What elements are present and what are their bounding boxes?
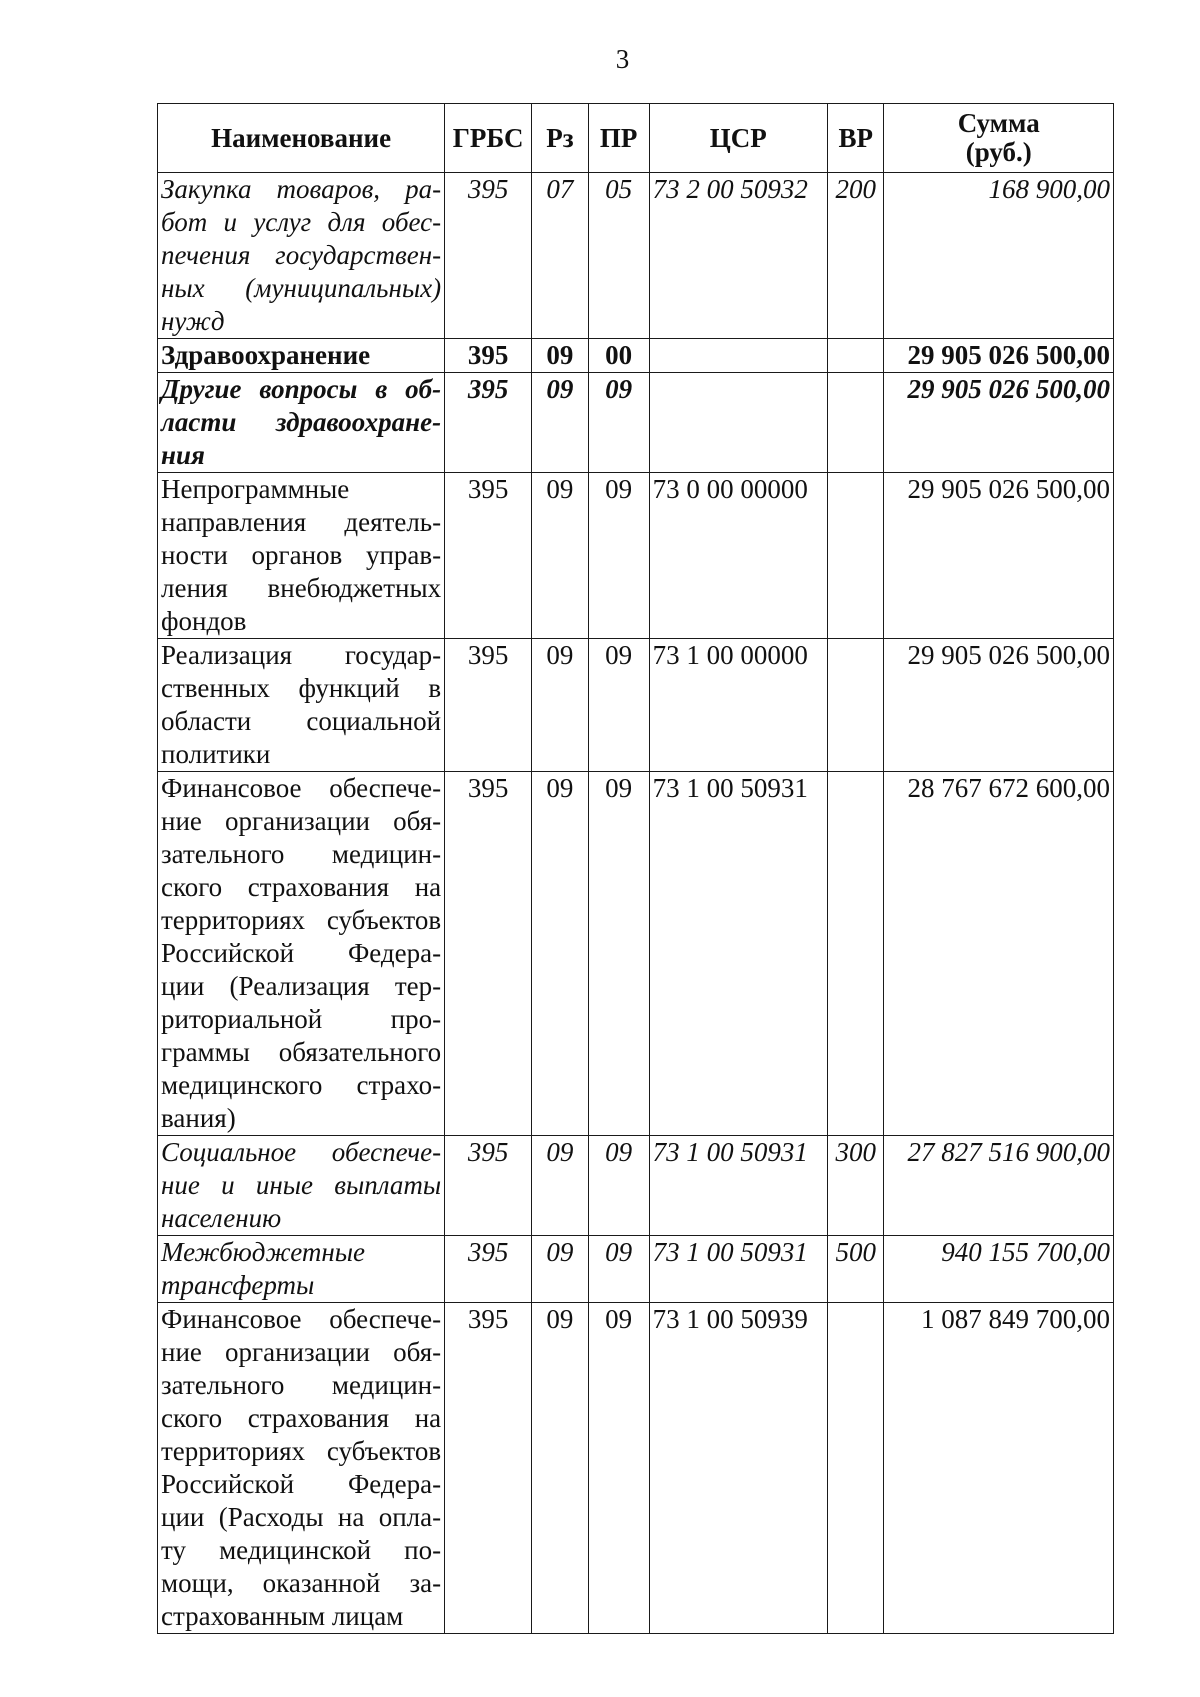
row-pr: 09 xyxy=(588,473,649,639)
row-name xyxy=(158,1303,445,1634)
row-vr xyxy=(827,339,884,373)
row-name-line: Здравоохранение xyxy=(161,340,371,370)
row-name-line: зательного медицин- xyxy=(161,839,442,869)
row-name-line: ных (муниципальных) xyxy=(161,273,442,303)
row-name-line: территориях субъектов xyxy=(161,905,442,935)
row-name-line: ния xyxy=(161,440,205,470)
row-name-line: Закупка товаров, ра- xyxy=(161,174,442,204)
row-name xyxy=(158,339,445,373)
row-name-line: фондов xyxy=(161,606,247,636)
row-grbs: 395 xyxy=(445,373,532,473)
row-name-line: мощи, оказанной за- xyxy=(161,1568,442,1598)
row-pr: 09 xyxy=(588,373,649,473)
row-csr: 73 1 00 50931 xyxy=(649,1236,827,1303)
row-name xyxy=(158,639,445,772)
row-name-line: ции (Реализация тер- xyxy=(161,971,442,1001)
row-grbs: 395 xyxy=(445,1303,532,1634)
row-name xyxy=(158,1236,445,1303)
row-name-line: Реализация государ- xyxy=(161,640,442,670)
header-sum-line2: (руб.) xyxy=(965,137,1032,167)
row-name-line: ского страхования на xyxy=(161,1403,442,1433)
header-vr: ВР xyxy=(827,104,884,173)
row-name-line: политики xyxy=(161,739,271,769)
row-vr: 200 xyxy=(827,173,884,339)
row-rz: 09 xyxy=(532,639,589,772)
header-grbs: ГРБС xyxy=(445,104,532,173)
row-sum: 27 827 516 900,00 xyxy=(884,1136,1114,1236)
row-grbs: 395 xyxy=(445,339,532,373)
table-row xyxy=(158,373,1114,473)
header-pr: ПР xyxy=(588,104,649,173)
row-pr: 00 xyxy=(588,339,649,373)
row-name-line: Межбюджетные xyxy=(161,1237,366,1267)
row-sum: 168 900,00 xyxy=(884,173,1114,339)
row-pr: 09 xyxy=(588,1236,649,1303)
row-name-line: нужд xyxy=(161,306,225,336)
row-grbs: 395 xyxy=(445,473,532,639)
row-pr: 09 xyxy=(588,1136,649,1236)
row-name-line: медицинского страхо- xyxy=(161,1070,442,1100)
row-sum: 29 905 026 500,00 xyxy=(884,373,1114,473)
header-sum xyxy=(884,104,1114,173)
row-name-line: ности органов управ- xyxy=(161,540,442,570)
table-body xyxy=(158,173,1114,1634)
row-name xyxy=(158,373,445,473)
table-row xyxy=(158,173,1114,339)
header-csr: ЦСР xyxy=(649,104,827,173)
row-name-line: Финансовое обеспече- xyxy=(161,1304,442,1334)
row-sum: 28 767 672 600,00 xyxy=(884,772,1114,1136)
row-name-line: ственных функций в xyxy=(161,673,442,703)
row-name-line: печения государствен- xyxy=(161,240,442,270)
table-row xyxy=(158,639,1114,772)
header-name: Наименование xyxy=(158,104,445,173)
row-name xyxy=(158,173,445,339)
row-rz: 09 xyxy=(532,473,589,639)
row-csr: 73 0 00 00000 xyxy=(649,473,827,639)
row-pr: 09 xyxy=(588,1303,649,1634)
row-name-line: зательного медицин- xyxy=(161,1370,442,1400)
row-name-line: ского страхования на xyxy=(161,872,442,902)
table-row xyxy=(158,1303,1114,1634)
row-csr xyxy=(649,373,827,473)
row-vr xyxy=(827,1303,884,1634)
header-row xyxy=(158,104,1114,173)
row-name-line: направления деятель- xyxy=(161,507,442,537)
row-vr xyxy=(827,772,884,1136)
row-sum: 940 155 700,00 xyxy=(884,1236,1114,1303)
row-name-line: ласти здравоохране- xyxy=(161,407,442,437)
row-grbs: 395 xyxy=(445,1136,532,1236)
row-name-line: трансферты xyxy=(161,1270,315,1300)
row-vr xyxy=(827,473,884,639)
row-name-line: ние организации обя- xyxy=(161,1337,442,1367)
row-name-line: территориях субъектов xyxy=(161,1436,442,1466)
table-row xyxy=(158,1136,1114,1236)
row-rz: 09 xyxy=(532,1136,589,1236)
row-rz: 09 xyxy=(532,373,589,473)
row-name-line: ние и иные выплаты xyxy=(161,1170,442,1200)
row-name-line: граммы обязательного xyxy=(161,1037,442,1067)
row-csr: 73 1 00 50931 xyxy=(649,772,827,1136)
row-name-line: Российской Федера- xyxy=(161,938,442,968)
row-name-line: ления внебюджетных xyxy=(161,573,442,603)
row-csr xyxy=(649,339,827,373)
header-rz: Рз xyxy=(532,104,589,173)
table-row xyxy=(158,1236,1114,1303)
row-rz: 09 xyxy=(532,1303,589,1634)
row-vr xyxy=(827,639,884,772)
row-name-line: ции (Расходы на опла- xyxy=(161,1502,442,1532)
row-name-line: вания) xyxy=(161,1103,236,1133)
row-pr: 05 xyxy=(588,173,649,339)
header-sum-line1: Сумма xyxy=(957,108,1040,138)
row-name xyxy=(158,772,445,1136)
row-name-line: ние организации обя- xyxy=(161,806,442,836)
row-vr: 300 xyxy=(827,1136,884,1236)
row-rz: 09 xyxy=(532,1236,589,1303)
row-name-line: области социальной xyxy=(161,706,442,736)
row-name-line: Российской Федера- xyxy=(161,1469,442,1499)
row-name-line: бот и услуг для обес- xyxy=(161,207,442,237)
row-grbs: 395 xyxy=(445,173,532,339)
budget-table xyxy=(157,103,1114,1634)
row-name-line: Непрограммные xyxy=(161,474,350,504)
row-grbs: 395 xyxy=(445,1236,532,1303)
table-row xyxy=(158,772,1114,1136)
row-name xyxy=(158,1136,445,1236)
row-pr: 09 xyxy=(588,639,649,772)
row-name-line: Социальное обеспече- xyxy=(161,1137,442,1167)
row-name-line: ту медицинской по- xyxy=(161,1535,442,1565)
row-rz: 09 xyxy=(532,772,589,1136)
row-csr: 73 1 00 00000 xyxy=(649,639,827,772)
row-csr: 73 2 00 50932 xyxy=(649,173,827,339)
row-name-line: Финансовое обеспече- xyxy=(161,773,442,803)
row-vr: 500 xyxy=(827,1236,884,1303)
row-name-line: риториальной про- xyxy=(161,1004,442,1034)
row-sum: 29 905 026 500,00 xyxy=(884,339,1114,373)
row-sum: 1 087 849 700,00 xyxy=(884,1303,1114,1634)
row-sum: 29 905 026 500,00 xyxy=(884,473,1114,639)
table-row xyxy=(158,473,1114,639)
row-name-line: страхованным лицам xyxy=(161,1601,404,1631)
row-name xyxy=(158,473,445,639)
page-number: 3 xyxy=(615,44,630,74)
row-pr: 09 xyxy=(588,772,649,1136)
row-rz: 09 xyxy=(532,339,589,373)
row-grbs: 395 xyxy=(445,772,532,1136)
row-csr: 73 1 00 50931 xyxy=(649,1136,827,1236)
row-sum: 29 905 026 500,00 xyxy=(884,639,1114,772)
row-grbs: 395 xyxy=(445,639,532,772)
row-name-line: населению xyxy=(161,1203,282,1233)
row-rz: 07 xyxy=(532,173,589,339)
row-name-line: Другие вопросы в об- xyxy=(161,374,442,404)
row-vr xyxy=(827,373,884,473)
table-row xyxy=(158,339,1114,373)
row-csr: 73 1 00 50939 xyxy=(649,1303,827,1634)
